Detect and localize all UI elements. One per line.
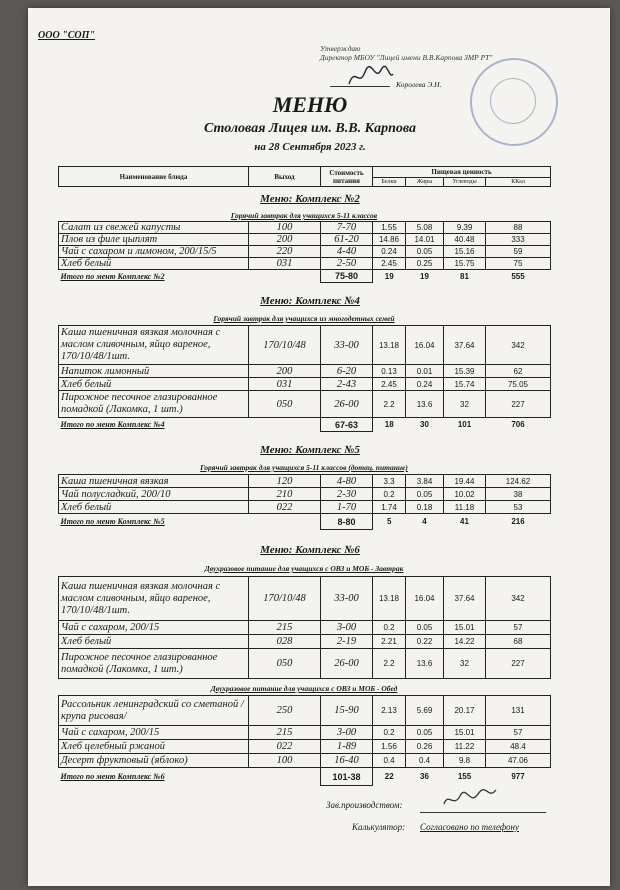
dish-output: 100 xyxy=(249,222,321,234)
total-kcal: 216 xyxy=(511,517,525,527)
total-carbs: 155 xyxy=(457,772,472,782)
proteins: 2.21 xyxy=(373,635,406,649)
fats: 13.6 xyxy=(406,391,444,418)
dish-name: Пирожное песочное глазированное помадкой (Лакомка, 1 шт.) xyxy=(59,649,249,679)
company-name: ООО "СОП" xyxy=(38,30,95,41)
proteins: 0.2 xyxy=(373,488,406,501)
section-subtitle: Горячий завтрак для учащихся 5-11 классов (дотац. питание) xyxy=(200,463,408,472)
table-row xyxy=(59,234,551,246)
kcal: 38 xyxy=(486,488,551,501)
total-cost: 101-38 xyxy=(321,768,373,786)
kcal: 68 xyxy=(486,635,551,649)
approval-position: Директор МБОУ "Лицей имени В.В.Карпова ЗМР РТ" xyxy=(320,53,493,62)
dish-cost: 33-00 xyxy=(321,577,373,621)
dish-name: Хлеб белый xyxy=(59,258,249,270)
total-cost: 67-63 xyxy=(321,418,373,432)
kcal: 48.4 xyxy=(486,740,551,754)
total-fats: 4 xyxy=(422,517,427,527)
dish-output: 022 xyxy=(249,740,321,754)
fats: 0.25 xyxy=(406,258,444,270)
kcal: 333 xyxy=(486,234,551,246)
fats: 16.04 xyxy=(406,326,444,365)
dish-cost: 15-90 xyxy=(321,696,373,726)
carbs: 9.8 xyxy=(444,754,486,768)
dish-name: Каша пшеничная вязкая молочная с маслом сливочным, яйцо вареное, 170/10/48/1шт. xyxy=(59,326,249,365)
proteins: 0.24 xyxy=(373,246,406,258)
dish-cost: 4-40 xyxy=(321,246,373,258)
canteen-name: Столовая Лицея им. В.В. Карпова xyxy=(203,121,417,136)
dish-cost: 3-00 xyxy=(321,621,373,635)
dish-cost: 2-19 xyxy=(321,635,373,649)
kcal: 342 xyxy=(486,577,551,621)
proteins: 2.13 xyxy=(373,696,406,726)
table-row xyxy=(59,365,551,378)
total-fats: 19 xyxy=(420,271,429,281)
dish-output: 170/10/48 xyxy=(249,577,321,621)
carbs: 19.44 xyxy=(444,475,486,488)
header-proteins: Белки xyxy=(373,178,406,187)
fats: 0.05 xyxy=(406,246,444,258)
dish-output: 215 xyxy=(249,726,321,740)
kcal: 227 xyxy=(486,391,551,418)
section-subtitle-lunch: Двухразовое питание для учащихся с ОВЗ и МОБ - Обед xyxy=(210,684,398,693)
proteins: 0.2 xyxy=(373,726,406,740)
carbs: 15.39 xyxy=(444,365,486,378)
dish-cost: 26-00 xyxy=(321,391,373,418)
section-title: Меню: Комплекс №5 xyxy=(260,444,360,456)
proteins: 2.45 xyxy=(373,378,406,391)
dish-output: 170/10/48 xyxy=(249,326,321,365)
table-row xyxy=(59,258,551,270)
dish-name: Чай с сахаром, 200/15 xyxy=(59,621,249,635)
manager-label: Зав.производством: xyxy=(326,800,403,810)
carbs: 32 xyxy=(444,391,486,418)
table-row xyxy=(59,475,551,488)
dish-cost: 2-50 xyxy=(321,258,373,270)
dish-name: Каша пшеничная вязкая молочная с маслом сливочным, яйцо вареное, 170/10/48/1шт. xyxy=(59,577,249,621)
dish-name: Хлеб целебный ржаной xyxy=(59,740,249,754)
total-row xyxy=(59,418,551,432)
dish-name: Рассольник ленинградский со сметаной /крупа рисовая/ xyxy=(59,696,249,726)
dish-name: Хлеб белый xyxy=(59,501,249,514)
dish-name: Напиток лимонный xyxy=(59,365,249,378)
fats: 5.08 xyxy=(406,222,444,234)
proteins: 1.74 xyxy=(373,501,406,514)
proteins: 13.18 xyxy=(373,577,406,621)
dish-cost: 1-89 xyxy=(321,740,373,754)
dish-output: 200 xyxy=(249,234,321,246)
dish-output: 200 xyxy=(249,365,321,378)
approval-title: Утверждаю xyxy=(320,44,361,53)
table-row xyxy=(59,246,551,258)
table-row xyxy=(59,754,551,768)
section-subtitle: Двухразовое питание для учащихся с ОВЗ и МОБ - Завтрак xyxy=(204,564,404,573)
fats: 14.01 xyxy=(406,234,444,246)
dish-output: 031 xyxy=(249,378,321,391)
proteins: 1.56 xyxy=(373,740,406,754)
carbs: 9.39 xyxy=(444,222,486,234)
table-row xyxy=(59,391,551,418)
dish-cost: 6-20 xyxy=(321,365,373,378)
kcal: 62 xyxy=(486,365,551,378)
fats: 16.04 xyxy=(406,577,444,621)
table-row xyxy=(59,577,551,621)
total-proteins: 19 xyxy=(384,271,394,281)
dish-cost: 3-00 xyxy=(321,726,373,740)
dish-cost: 1-70 xyxy=(321,501,373,514)
dish-name: Каша пшеничная вязкая xyxy=(59,475,249,488)
total-label: Итого по меню Комплекс №6 xyxy=(60,772,165,782)
dish-output: 050 xyxy=(249,391,321,418)
carbs: 40.48 xyxy=(444,234,486,246)
table-row xyxy=(59,696,551,726)
dish-name: Чай полусладкий, 200/10 xyxy=(59,488,249,501)
fats: 0.26 xyxy=(406,740,444,754)
total-proteins: 22 xyxy=(384,772,394,782)
table-row xyxy=(59,222,551,234)
proteins: 2.2 xyxy=(373,649,406,679)
director-name: Королева Э.Н. xyxy=(396,80,442,89)
fats: 0.01 xyxy=(406,365,444,378)
dish-output: 215 xyxy=(249,621,321,635)
menu-title: МЕНЮ xyxy=(272,92,348,117)
total-label: Итого по меню Комплекс №2 xyxy=(60,271,165,281)
dish-cost: 61-20 xyxy=(321,234,373,246)
table-row xyxy=(59,635,551,649)
dish-name: Десерт фруктовый (яблоко) xyxy=(59,754,249,768)
dish-cost: 7-70 xyxy=(321,222,373,234)
kcal: 88 xyxy=(486,222,551,234)
total-row xyxy=(59,270,551,283)
dish-name: Чай с сахаром и лимоном, 200/15/5 xyxy=(59,246,249,258)
total-carbs: 41 xyxy=(460,517,469,527)
dish-name: Хлеб белый xyxy=(59,635,249,649)
dish-output: 220 xyxy=(249,246,321,258)
menu-table xyxy=(58,474,551,530)
section-title: Меню: Комплекс №2 xyxy=(260,193,360,205)
dish-name: Салат из свежей капусты xyxy=(59,222,249,234)
proteins: 1.55 xyxy=(373,222,406,234)
menu-table xyxy=(58,695,551,786)
menu-table xyxy=(58,221,551,283)
carbs: 14.22 xyxy=(444,635,486,649)
total-kcal: 706 xyxy=(511,420,525,430)
fats: 0.24 xyxy=(406,378,444,391)
proteins: 2.2 xyxy=(373,391,406,418)
carbs: 15.75 xyxy=(444,258,486,270)
kcal: 47.06 xyxy=(486,754,551,768)
fats: 0.18 xyxy=(406,501,444,514)
carbs: 15.01 xyxy=(444,621,486,635)
fats: 5.69 xyxy=(406,696,444,726)
fats: 0.05 xyxy=(406,488,444,501)
total-cost: 75-80 xyxy=(321,270,373,283)
fats: 0.4 xyxy=(406,754,444,768)
kcal: 53 xyxy=(486,501,551,514)
total-fats: 30 xyxy=(420,420,429,430)
kcal: 342 xyxy=(486,326,551,365)
section-subtitle: Горячий завтрак для учащихся из многодетных семей xyxy=(213,314,395,323)
kcal: 57 xyxy=(486,621,551,635)
header-kcal: ККал xyxy=(486,178,551,187)
kcal: 227 xyxy=(486,649,551,679)
proteins: 14.86 xyxy=(373,234,406,246)
dish-name: Пирожное песочное глазированное помадкой (Лакомка, 1 шт.) xyxy=(59,391,249,418)
header-output: Выход xyxy=(249,167,321,187)
dish-output: 050 xyxy=(249,649,321,679)
total-label: Итого по меню Комплекс №5 xyxy=(60,517,165,527)
proteins: 3.3 xyxy=(373,475,406,488)
signature-line xyxy=(330,86,390,87)
section-subtitle: Горячий завтрак для учащихся 5-11 классов xyxy=(230,211,378,220)
kcal: 57 xyxy=(486,726,551,740)
menu-table xyxy=(58,576,551,679)
dish-cost: 4-80 xyxy=(321,475,373,488)
fats: 0.22 xyxy=(406,635,444,649)
total-row xyxy=(59,514,551,530)
total-row xyxy=(59,768,551,786)
dish-name: Плов из филе цыплят xyxy=(59,234,249,246)
total-carbs: 81 xyxy=(460,271,469,281)
menu-table xyxy=(58,325,551,432)
manager-signature xyxy=(440,786,500,812)
manager-sign-line xyxy=(420,812,546,813)
kcal: 124.62 xyxy=(486,475,551,488)
header-cost: Стоимость питания xyxy=(321,167,373,187)
carbs: 37.64 xyxy=(444,577,486,621)
dish-cost: 2-43 xyxy=(321,378,373,391)
carbs: 20.17 xyxy=(444,696,486,726)
carbs: 15.16 xyxy=(444,246,486,258)
fats: 0.05 xyxy=(406,726,444,740)
proteins: 0.2 xyxy=(373,621,406,635)
menu-date: на 28 Сентября 2023 г. xyxy=(254,141,366,153)
dish-output: 210 xyxy=(249,488,321,501)
fats: 13.6 xyxy=(406,649,444,679)
dish-name: Хлеб белый xyxy=(59,378,249,391)
proteins: 13.18 xyxy=(373,326,406,365)
table-row xyxy=(59,726,551,740)
total-fats: 36 xyxy=(420,772,429,782)
table-row xyxy=(59,488,551,501)
dish-cost: 16-40 xyxy=(321,754,373,768)
table-row xyxy=(59,621,551,635)
dish-cost: 2-30 xyxy=(321,488,373,501)
carbs: 15.01 xyxy=(444,726,486,740)
header-fats: Жиры xyxy=(406,178,444,187)
table-row xyxy=(59,378,551,391)
table-row xyxy=(59,740,551,754)
dish-output: 022 xyxy=(249,501,321,514)
carbs: 32 xyxy=(444,649,486,679)
proteins: 0.13 xyxy=(373,365,406,378)
header-nutrition: Пищевая ценность xyxy=(373,167,551,178)
carbs: 11.22 xyxy=(444,740,486,754)
header-name: Наименование блюда xyxy=(59,167,249,187)
header-carbs: Углеводы xyxy=(444,178,486,187)
calculator-label: Калькулятор: xyxy=(352,822,406,832)
proteins: 0.4 xyxy=(373,754,406,768)
carbs: 10.02 xyxy=(444,488,486,501)
total-proteins: 18 xyxy=(384,420,394,430)
total-kcal: 555 xyxy=(511,271,525,281)
carbs: 11.18 xyxy=(444,501,486,514)
total-label: Итого по меню Комплекс №4 xyxy=(60,420,165,430)
dish-output: 100 xyxy=(249,754,321,768)
table-row xyxy=(59,326,551,365)
dish-name: Чай с сахаром, 200/15 xyxy=(59,726,249,740)
dish-output: 250 xyxy=(249,696,321,726)
total-carbs: 101 xyxy=(457,420,472,430)
section-title: Меню: Комплекс №4 xyxy=(260,295,360,307)
dish-output: 028 xyxy=(249,635,321,649)
fats: 0.05 xyxy=(406,621,444,635)
carbs: 37.64 xyxy=(444,326,486,365)
total-cost: 8-80 xyxy=(321,514,373,530)
table-row xyxy=(59,649,551,679)
carbs: 15.74 xyxy=(444,378,486,391)
dish-output: 120 xyxy=(249,475,321,488)
total-kcal: 977 xyxy=(511,772,525,782)
kcal: 75 xyxy=(486,258,551,270)
total-proteins: 5 xyxy=(387,517,392,527)
dish-cost: 33-00 xyxy=(321,326,373,365)
calculator-value: Согласовано по телефону xyxy=(420,822,519,832)
column-header xyxy=(58,166,551,187)
fats: 3.84 xyxy=(406,475,444,488)
section-title: Меню: Комплекс №6 xyxy=(260,544,360,556)
table-row xyxy=(59,501,551,514)
proteins: 2.45 xyxy=(373,258,406,270)
kcal: 75.05 xyxy=(486,378,551,391)
kcal: 131 xyxy=(486,696,551,726)
dish-cost: 26-00 xyxy=(321,649,373,679)
dish-output: 031 xyxy=(249,258,321,270)
kcal: 59 xyxy=(486,246,551,258)
